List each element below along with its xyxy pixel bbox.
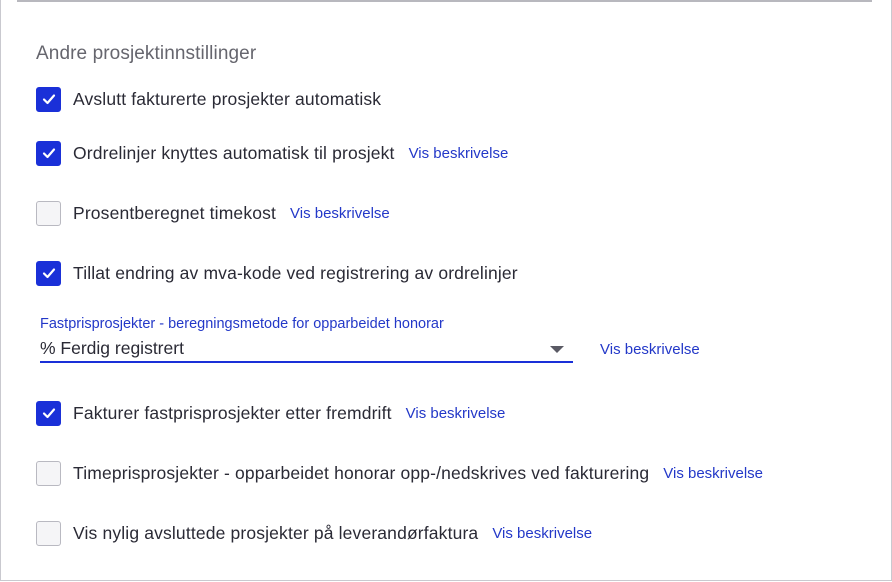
setting-row-order-lines-linked xyxy=(36,140,508,166)
caret-down-icon xyxy=(550,346,564,353)
checkmark-icon xyxy=(41,145,57,161)
setting-label: Timeprisprosjekter - opparbeidet honorar opp-/nedskrives ved fakturering xyxy=(73,462,650,483)
checkmark-icon xyxy=(41,91,57,107)
setting-label: Avslutt fakturerte prosjekter automatisk xyxy=(73,88,382,109)
setting-row-invoice-by-progress xyxy=(36,400,505,426)
top-divider xyxy=(17,0,872,2)
checkbox-order-lines-linked[interactable] xyxy=(36,141,61,166)
show-description-link[interactable]: Vis beskrivelse xyxy=(492,524,593,542)
setting-row-percent-hourly-cost xyxy=(36,200,390,226)
show-description-link[interactable]: Vis beskrivelse xyxy=(663,464,764,482)
fixed-price-method-dropdown[interactable] xyxy=(40,335,573,363)
setting-row-recent-closed-on-supplier-invoice xyxy=(36,520,592,546)
select-label: Fastprisprosjekter - beregningsmetode for opparbeidet honorar xyxy=(40,316,444,332)
checkmark-icon xyxy=(41,405,57,421)
checkmark-icon xyxy=(41,265,57,281)
setting-row-close-invoiced-projects xyxy=(36,86,381,112)
checkbox-recent-closed-on-supplier-invoice[interactable] xyxy=(36,521,61,546)
checkbox-hourly-writeup[interactable] xyxy=(36,461,61,486)
show-description-link[interactable]: Vis beskrivelse xyxy=(405,404,506,422)
checkbox-allow-vat-change[interactable] xyxy=(36,261,61,286)
section-title: Andre prosjektinnstillinger xyxy=(36,43,257,64)
setting-label: Prosentberegnet timekost xyxy=(73,202,277,223)
show-description-link[interactable]: Vis beskrivelse xyxy=(408,144,509,162)
select-value: % Ferdig registrert xyxy=(40,338,184,358)
setting-label: Fakturer fastprisprosjekter etter fremdrift xyxy=(73,402,392,423)
fixed-price-method-select xyxy=(40,316,573,363)
setting-label: Ordrelinjer knyttes automatisk til prosjekt xyxy=(73,142,395,163)
checkbox-invoice-by-progress[interactable] xyxy=(36,401,61,426)
checkbox-close-invoiced-projects[interactable] xyxy=(36,87,61,112)
setting-label: Vis nylig avsluttede prosjekter på leverandørfaktura xyxy=(73,522,479,543)
setting-row-allow-vat-change xyxy=(36,260,518,286)
checkbox-percent-hourly-cost[interactable] xyxy=(36,201,61,226)
setting-row-hourly-writeup xyxy=(36,460,763,486)
show-description-link[interactable]: Vis beskrivelse xyxy=(290,204,390,222)
show-description-link[interactable]: Vis beskrivelse xyxy=(600,341,700,358)
setting-label: Tillat endring av mva-kode ved registrering av ordrelinjer xyxy=(73,262,518,283)
